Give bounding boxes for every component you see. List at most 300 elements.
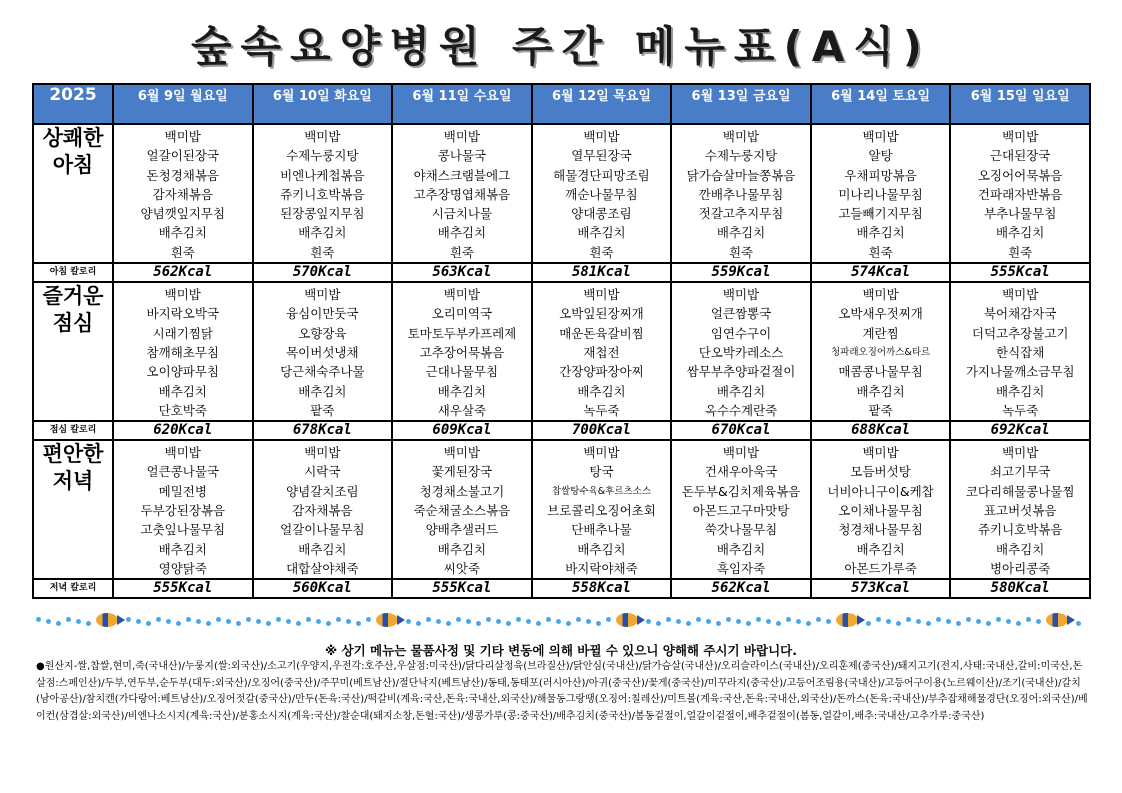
menu-item: 배추김치 bbox=[577, 541, 626, 557]
menu-item: 배추김치 bbox=[996, 383, 1045, 399]
menu-item: 백미밥 bbox=[722, 287, 760, 303]
bubble-dot bbox=[586, 619, 591, 624]
breakfast-label bbox=[33, 124, 113, 263]
menu-item: 배추김치 bbox=[996, 225, 1045, 241]
bubble-dot bbox=[876, 617, 881, 622]
bubble-dot bbox=[226, 619, 231, 624]
menu-item: 백미밥 bbox=[722, 129, 760, 144]
menu-item: 젓갈고추지무침 bbox=[698, 206, 784, 222]
lunch-label-line: 즐거운 bbox=[42, 284, 104, 309]
bubble-dot bbox=[76, 619, 81, 624]
menu-item: 오징어어묵볶음 bbox=[977, 167, 1063, 183]
menu-item: 얼큰콩나물국 bbox=[146, 464, 219, 480]
fish-icon bbox=[836, 613, 858, 627]
menu-item: 당근채숙주나물 bbox=[280, 364, 365, 380]
menu-item: 두부강된장볶음 bbox=[140, 503, 226, 519]
menu-item: 병아리콩죽 bbox=[989, 560, 1051, 576]
menu-item: 양념갈치조림 bbox=[286, 483, 359, 499]
bubble-dot bbox=[66, 617, 71, 622]
menu-item: 미나리나물무침 bbox=[838, 186, 923, 202]
menu-item: 수제누룽지탕 bbox=[286, 148, 359, 164]
menu-item: 목이버섯냉채 bbox=[286, 344, 359, 360]
breakfast-menu-cell bbox=[811, 124, 951, 263]
breakfast-calorie-label: 아침 칼로리 bbox=[33, 263, 113, 282]
dinner-calorie-row bbox=[33, 579, 1090, 598]
menu-item: 계란찜 bbox=[862, 325, 899, 341]
menu-item: 팥죽 bbox=[310, 402, 335, 418]
menu-item: 우채피망볶음 bbox=[844, 167, 917, 183]
menu-item: 오박잎된장찌개 bbox=[559, 306, 644, 322]
breakfast-label-line: 상쾌한 bbox=[42, 126, 104, 150]
menu-item: 오리미역국 bbox=[431, 306, 493, 322]
bubble-dot bbox=[336, 617, 341, 622]
menu-item: 배추김치 bbox=[437, 383, 487, 399]
fish-dot-decoration bbox=[36, 611, 1096, 635]
bubble-dot bbox=[406, 619, 411, 624]
menu-item: 알탕 bbox=[868, 148, 893, 164]
menu-item: 배추김치 bbox=[437, 541, 487, 557]
bubble-dot bbox=[206, 621, 211, 626]
lunch-calorie-value: 620Kcal bbox=[113, 421, 253, 440]
bubble-dot bbox=[546, 617, 551, 622]
breakfast-calorie-row bbox=[33, 263, 1090, 282]
menu-item: 시금치나물 bbox=[431, 206, 493, 222]
bubble-dot bbox=[136, 619, 141, 624]
bubble-dot bbox=[746, 621, 751, 626]
menu-item: 백미밥 bbox=[304, 445, 341, 461]
bubble-dot bbox=[436, 619, 441, 624]
day-header: 6월 10일 화요일 bbox=[253, 84, 393, 124]
bubble-dot bbox=[196, 619, 201, 624]
menu-item: 백미밥 bbox=[862, 287, 899, 303]
bubble-dot bbox=[456, 617, 461, 622]
page-title: 숲속요양병원 주간 메뉴표(A식) bbox=[190, 22, 931, 71]
dinner-calorie-value: 555Kcal bbox=[392, 579, 532, 598]
breakfast-menu-cell bbox=[532, 124, 672, 263]
menu-item: 흰죽 bbox=[449, 244, 474, 260]
menu-item: 깐배추나물무침 bbox=[698, 186, 784, 202]
menu-item: 표고버섯볶음 bbox=[983, 503, 1057, 519]
menu-item: 옥수수계란죽 bbox=[704, 402, 778, 418]
menu-item: 꽃게된장국 bbox=[431, 464, 493, 480]
menu-item: 백미밥 bbox=[862, 129, 899, 144]
bubble-dot bbox=[606, 617, 611, 622]
menu-item: 융심이만둣국 bbox=[286, 306, 359, 322]
lunch-calorie-value: 670Kcal bbox=[671, 421, 811, 440]
bubble-dot bbox=[946, 619, 951, 624]
lunch-menu-cell bbox=[811, 282, 951, 421]
menu-item: 백미밥 bbox=[304, 129, 341, 144]
dinner-menu-cell bbox=[671, 440, 811, 579]
day-header: 6월 11일 수요일 bbox=[392, 84, 532, 124]
breakfast-calorie-value: 559Kcal bbox=[671, 263, 811, 282]
menu-item: 매운돈육갈비찜 bbox=[559, 325, 644, 341]
menu-item: 청경채소불고기 bbox=[419, 483, 505, 499]
menu-item: 배추김치 bbox=[716, 383, 766, 399]
menu-item: 건파래자반볶음 bbox=[977, 186, 1063, 202]
menu-item: 배추김치 bbox=[996, 541, 1045, 557]
bubble-dot bbox=[216, 617, 221, 622]
bubble-dot bbox=[126, 617, 131, 622]
bubble-dot bbox=[426, 617, 431, 622]
dinner-calorie-label: 저녁 칼로리 bbox=[33, 579, 113, 598]
menu-item: 매콤콩나물무침 bbox=[838, 364, 923, 380]
menu-item: 토마토두부카프레제 bbox=[407, 325, 517, 341]
bubble-dot bbox=[676, 619, 681, 624]
menu-item: 쥬키니호박볶음 bbox=[977, 522, 1063, 538]
menu-item: 배추김치 bbox=[716, 541, 766, 557]
bubble-dot bbox=[886, 619, 891, 624]
menu-item: 백미밥 bbox=[164, 129, 201, 144]
menu-item: 청경채나물무침 bbox=[838, 522, 923, 538]
dinner-calorie-value: 580Kcal bbox=[950, 579, 1090, 598]
menu-item: 오향장육 bbox=[298, 325, 347, 341]
menu-item: 된장콩잎지무침 bbox=[280, 206, 365, 222]
menu-item: 녹두죽 bbox=[583, 402, 620, 418]
menu-item: 흑임자죽 bbox=[716, 560, 766, 576]
menu-item: 부추나물무침 bbox=[983, 206, 1057, 222]
menu-item: 얼갈이나물무침 bbox=[280, 522, 365, 538]
menu-item: 콩나물국 bbox=[437, 148, 487, 164]
bubble-dot bbox=[766, 619, 771, 624]
bubble-dot bbox=[36, 617, 41, 622]
menu-item: 오이양파무침 bbox=[146, 364, 219, 380]
lunch-menu-cell bbox=[253, 282, 393, 421]
menu-item: 배추김치 bbox=[577, 383, 626, 399]
menu-item: 배추김치 bbox=[856, 383, 905, 399]
menu-change-notice: ※ 상기 메뉴는 물품사정 및 기타 변동에 의해 바뀔 수 있으니 양해해 주시기 바랍니다. bbox=[325, 643, 797, 658]
menu-item: 비엔나케첩볶음 bbox=[280, 167, 365, 183]
breakfast-calorie-value: 563Kcal bbox=[392, 263, 532, 282]
menu-item: 열무된장국 bbox=[571, 148, 632, 164]
weekly-menu-table bbox=[32, 83, 1091, 599]
bubble-dot bbox=[346, 619, 351, 624]
menu-item: 백미밥 bbox=[443, 287, 481, 303]
menu-item: 배추김치 bbox=[437, 225, 487, 241]
menu-item: 백미밥 bbox=[722, 445, 760, 461]
bubble-dot bbox=[806, 621, 811, 626]
bubble-dot bbox=[956, 621, 961, 626]
bubble-dot bbox=[756, 617, 761, 622]
bubble-dot bbox=[326, 621, 331, 626]
bubble-dot bbox=[816, 617, 821, 622]
menu-item: 바지락야채죽 bbox=[565, 560, 638, 576]
bubble-dot bbox=[596, 621, 601, 626]
menu-item: 닭가슴살마늘쫑볶음 bbox=[686, 167, 796, 183]
bubble-dot bbox=[536, 621, 541, 626]
menu-item: 근대나물무침 bbox=[425, 364, 499, 380]
menu-item: 백미밥 bbox=[443, 445, 481, 461]
menu-item: 너비아니구이&케찹 bbox=[827, 483, 934, 499]
menu-item: 새우살죽 bbox=[437, 402, 487, 418]
bubble-dot bbox=[1006, 619, 1011, 624]
lunch-label-line: 점심 bbox=[52, 311, 94, 336]
dinner-menu-cell bbox=[253, 440, 393, 579]
bubble-dot bbox=[706, 619, 711, 624]
breakfast-calorie-value: 562Kcal bbox=[113, 263, 253, 282]
menu-item: 깨순나물무침 bbox=[565, 186, 638, 202]
menu-item: 배추김치 bbox=[298, 383, 347, 399]
dinner-menu-cell bbox=[113, 440, 253, 579]
day-header: 6월 14일 토요일 bbox=[811, 84, 951, 124]
bubble-dot bbox=[466, 619, 471, 624]
bubble-dot bbox=[916, 619, 921, 624]
dinner-calorie-value: 573Kcal bbox=[811, 579, 951, 598]
breakfast-calorie-value: 581Kcal bbox=[532, 263, 672, 282]
menu-item: 메밀전병 bbox=[158, 483, 207, 499]
dinner-label bbox=[33, 440, 113, 579]
lunch-calorie-value: 688Kcal bbox=[811, 421, 951, 440]
bubble-dot bbox=[236, 621, 241, 626]
menu-item: 배추김치 bbox=[158, 383, 207, 399]
menu-item: 배추김치 bbox=[856, 225, 905, 241]
bubble-dot bbox=[1036, 619, 1041, 624]
dinner-menu-cell bbox=[392, 440, 532, 579]
menu-item: 돈두부&김치제육볶음 bbox=[681, 483, 801, 499]
breakfast-menu-cell bbox=[253, 124, 393, 263]
bubble-dot bbox=[506, 621, 511, 626]
menu-item: 오박새우젓찌개 bbox=[838, 306, 923, 322]
bubble-dot bbox=[966, 617, 971, 622]
day-header: 6월 9일 월요일 bbox=[113, 84, 253, 124]
bubble-dot bbox=[896, 621, 901, 626]
menu-item: 흰죽 bbox=[310, 244, 335, 260]
bubble-dot bbox=[526, 619, 531, 624]
bubble-dot bbox=[476, 621, 481, 626]
menu-item: 코다리해물콩나물찜 bbox=[965, 483, 1075, 499]
bubble-dot bbox=[776, 621, 781, 626]
menu-item: 감자채볶음 bbox=[152, 186, 213, 202]
breakfast-menu-cell bbox=[392, 124, 532, 263]
menu-item: 찹쌀탕수육&후르츠소스 bbox=[551, 485, 652, 497]
bubble-dot bbox=[936, 617, 941, 622]
menu-item: 흰죽 bbox=[728, 244, 754, 260]
day-header: 6월 15일 일요일 bbox=[950, 84, 1090, 124]
bubble-dot bbox=[566, 621, 571, 626]
fish-icon bbox=[616, 613, 638, 627]
menu-item: 간장양파장아찌 bbox=[559, 364, 644, 380]
menu-item: 백미밥 bbox=[583, 445, 620, 461]
menu-item: 쥬키니호박볶음 bbox=[280, 186, 365, 202]
menu-item: 고추장어묵볶음 bbox=[419, 344, 505, 360]
menu-item: 배추김치 bbox=[158, 225, 207, 241]
menu-item: 쑥갓나물무침 bbox=[704, 522, 778, 538]
bubble-dot bbox=[286, 619, 291, 624]
bubble-dot bbox=[576, 617, 581, 622]
menu-item: 흰죽 bbox=[868, 244, 893, 260]
bubble-dot bbox=[736, 619, 741, 624]
lunch-menu-cell bbox=[532, 282, 672, 421]
bubble-dot bbox=[446, 621, 451, 626]
menu-item: 탕국 bbox=[589, 464, 614, 480]
menu-item: 수제누룽지탕 bbox=[704, 148, 778, 164]
menu-item: 배추김치 bbox=[856, 541, 905, 557]
menu-item: 아몬드가루죽 bbox=[844, 560, 917, 576]
menu-item: 바지락오박국 bbox=[146, 306, 219, 322]
bubble-dot bbox=[696, 617, 701, 622]
lunch-row bbox=[33, 282, 1090, 421]
bubble-dot bbox=[146, 621, 151, 626]
menu-item: 임연수구이 bbox=[710, 325, 772, 341]
menu-item: 감자채볶음 bbox=[292, 503, 353, 519]
menu-item: 고추장명엽채볶음 bbox=[413, 186, 511, 202]
bubble-dot bbox=[416, 621, 421, 626]
dinner-menu-cell bbox=[532, 440, 672, 579]
bubble-dot bbox=[366, 617, 371, 622]
menu-item: 백미밥 bbox=[1002, 129, 1039, 144]
menu-item: 고춧잎나물무침 bbox=[140, 522, 226, 538]
bubble-dot bbox=[826, 619, 831, 624]
bubble-dot bbox=[796, 619, 801, 624]
bubble-dot bbox=[726, 617, 731, 622]
breakfast-menu-cell bbox=[113, 124, 253, 263]
menu-item: 영양닭죽 bbox=[158, 560, 207, 576]
fish-icon bbox=[96, 613, 118, 627]
day-header: 6월 13일 금요일 bbox=[671, 84, 811, 124]
bubble-dot bbox=[276, 617, 281, 622]
menu-item: 흰죽 bbox=[170, 244, 195, 260]
menu-item: 백미밥 bbox=[1002, 445, 1039, 461]
menu-item: 쇠고기무국 bbox=[989, 464, 1051, 480]
menu-item: 흰죽 bbox=[589, 244, 614, 260]
bubble-dot bbox=[166, 619, 171, 624]
bubble-dot bbox=[86, 621, 91, 626]
bubble-dot bbox=[186, 617, 191, 622]
menu-item: 배추김치 bbox=[577, 225, 626, 241]
origin-info: ●원산지-쌀,찹쌀,현미,죽(국내산)/누룽지(쌀:외국산)/소고기(우양지,우전각:호주산,우살점:미국산)/닭다리살정육(브라질산)/닭안심(국내산)/닭가슴살(국내산)/오리슬라이스(국내산)/오리훈제(중국산)/돼지고기(전지,사태:국내산,갈비:미국산,돈살점:스페인산)/두부,연두부,순두부(대두:외국산)/오징어(중국산)/주꾸미(베트남산)/절단낙지(베트남산)/동태,동태포(러시아산)/아귀(중국산)/꽃게(중국산)/미꾸라지(중국산)/고등어조림용(국내산)/고등어구이용(노르웨이산)/조기(국내산)/갈치(남아공산)/참치캔(가다랑어:베트남산)/오징어젓갈(중국산)/만두(돈육:국산)/떡갈비(계육:국산,돈육:국내산,외국산)/해물동그랑땡(오징어:칠레산)/미트볼(계육:국산,돈육:국내산,외국산)/돈까스(돈육:국내산)/부추잡채해물경단(오징어:외국산)/베이컨(삼겹살:외국산)/비엔나소시지(계육:국산)/분홍소시지(계육:국산)/찰순대(돼지소창,돈혈:국산)/생콩가루(콩:중국산)/배추김치(중국산)/봄동겉절이,얼갈이겉절이,배추겉절이(봄동,얼갈이,배추:국내산/고추가루:중국산) bbox=[36, 661, 1088, 722]
lunch-calorie-value: 678Kcal bbox=[253, 421, 393, 440]
bubble-dot bbox=[926, 621, 931, 626]
menu-item: 얼큰짬뽕국 bbox=[710, 306, 772, 322]
header-row bbox=[33, 84, 1090, 124]
dinner-menu-cell bbox=[811, 440, 951, 579]
dinner-calorie-value: 560Kcal bbox=[253, 579, 393, 598]
menu-item: 죽순채굴소스볶음 bbox=[413, 503, 511, 519]
bubble-dot bbox=[976, 619, 981, 624]
dinner-calorie-value: 562Kcal bbox=[671, 579, 811, 598]
menu-item: 백미밥 bbox=[583, 287, 620, 303]
bubble-dot bbox=[556, 619, 561, 624]
menu-item: 가지나물깨소금무침 bbox=[965, 364, 1075, 380]
bubble-dot bbox=[316, 619, 321, 624]
menu-item: 한식잡채 bbox=[996, 344, 1045, 360]
lunch-calorie-value: 609Kcal bbox=[392, 421, 532, 440]
menu-item: 양대콩조림 bbox=[571, 206, 632, 222]
lunch-label bbox=[33, 282, 113, 421]
lunch-calorie-label: 점심 칼로리 bbox=[33, 421, 113, 440]
menu-item: 배추김치 bbox=[716, 225, 766, 241]
bubble-dot bbox=[996, 617, 1001, 622]
menu-item: 백미밥 bbox=[164, 287, 201, 303]
dinner-label-line: 편안한 bbox=[42, 442, 104, 467]
menu-item: 근대된장국 bbox=[989, 148, 1051, 164]
lunch-menu-cell bbox=[113, 282, 253, 421]
breakfast-calorie-value: 574Kcal bbox=[811, 263, 951, 282]
breakfast-menu-cell bbox=[950, 124, 1090, 263]
bubble-dot bbox=[486, 617, 491, 622]
bubble-dot bbox=[46, 619, 51, 624]
menu-item: 단배추나물 bbox=[571, 522, 632, 538]
menu-item: 팥죽 bbox=[868, 402, 893, 418]
menu-item: 모듬버섯탕 bbox=[850, 464, 911, 480]
fish-icon bbox=[1046, 613, 1068, 627]
menu-item: 단호박죽 bbox=[158, 402, 207, 418]
bubble-dot bbox=[56, 621, 61, 626]
menu-item: 오이채나물무침 bbox=[838, 503, 923, 519]
bubble-dot bbox=[1076, 621, 1081, 626]
breakfast-menu-cell bbox=[671, 124, 811, 263]
menu-item: 북어채감자국 bbox=[983, 306, 1057, 322]
menu-item: 참깨해초무침 bbox=[146, 344, 219, 360]
menu-item: 브로콜리오징어초회 bbox=[547, 503, 656, 519]
menu-item: 건새우아욱국 bbox=[704, 464, 778, 480]
bubble-dot bbox=[266, 621, 271, 626]
lunch-menu-cell bbox=[950, 282, 1090, 421]
bubble-dot bbox=[866, 621, 871, 626]
bubble-dot bbox=[986, 621, 991, 626]
breakfast-label-line: 아침 bbox=[52, 153, 94, 177]
lunch-calorie-value: 692Kcal bbox=[950, 421, 1090, 440]
menu-item: 배추김치 bbox=[298, 225, 347, 241]
bubble-dot bbox=[496, 619, 501, 624]
bubble-dot bbox=[1016, 621, 1021, 626]
bubble-dot bbox=[306, 617, 311, 622]
menu-item: 백미밥 bbox=[164, 445, 201, 461]
fish-icon bbox=[376, 613, 398, 627]
menu-item: 야채스크램블에그 bbox=[413, 167, 511, 183]
menu-item: 백미밥 bbox=[1002, 287, 1039, 303]
menu-item: 얼갈이된장국 bbox=[146, 148, 219, 164]
menu-item: 씨앗죽 bbox=[443, 560, 481, 576]
dinner-calorie-value: 555Kcal bbox=[113, 579, 253, 598]
bubble-dot bbox=[1026, 617, 1031, 622]
menu-item: 양배추샐러드 bbox=[425, 522, 499, 538]
bubble-dot bbox=[786, 617, 791, 622]
menu-item: 아몬드고구마맛탕 bbox=[692, 503, 790, 519]
breakfast-row bbox=[33, 124, 1090, 263]
bubble-dot bbox=[666, 617, 671, 622]
menu-item: 단오박카레소스 bbox=[698, 344, 784, 360]
menu-item: 쌈무부추양파겉절이 bbox=[686, 364, 796, 380]
day-header: 6월 12일 목요일 bbox=[532, 84, 672, 124]
menu-item: 더덕고추장불고기 bbox=[971, 325, 1069, 341]
lunch-menu-cell bbox=[392, 282, 532, 421]
dinner-menu-cell bbox=[950, 440, 1090, 579]
bubble-dot bbox=[906, 617, 911, 622]
year-cell: 2025 bbox=[33, 84, 113, 124]
menu-item: 시래기찜닭 bbox=[152, 325, 213, 341]
bubble-dot bbox=[716, 621, 721, 626]
bubble-dot bbox=[656, 621, 661, 626]
bubble-dot bbox=[686, 621, 691, 626]
menu-item: 대합살야채죽 bbox=[286, 560, 359, 576]
menu-item: 청파래오징어까스&타르 bbox=[831, 346, 931, 358]
menu-item: 배추김치 bbox=[298, 541, 347, 557]
bubble-dot bbox=[256, 619, 261, 624]
menu-item: 고들빼기지무침 bbox=[838, 206, 923, 222]
lunch-calorie-row bbox=[33, 421, 1090, 440]
bubble-dot bbox=[356, 621, 361, 626]
menu-item: 해물경단피망조림 bbox=[553, 167, 650, 183]
menu-item: 돈청경채볶음 bbox=[146, 167, 219, 183]
lunch-calorie-value: 700Kcal bbox=[532, 421, 672, 440]
lunch-menu-cell bbox=[671, 282, 811, 421]
menu-item: 백미밥 bbox=[862, 445, 899, 461]
bubble-dot bbox=[176, 621, 181, 626]
menu-item: 흰죽 bbox=[1008, 244, 1033, 260]
bubble-dot bbox=[516, 617, 521, 622]
dinner-calorie-value: 558Kcal bbox=[532, 579, 672, 598]
